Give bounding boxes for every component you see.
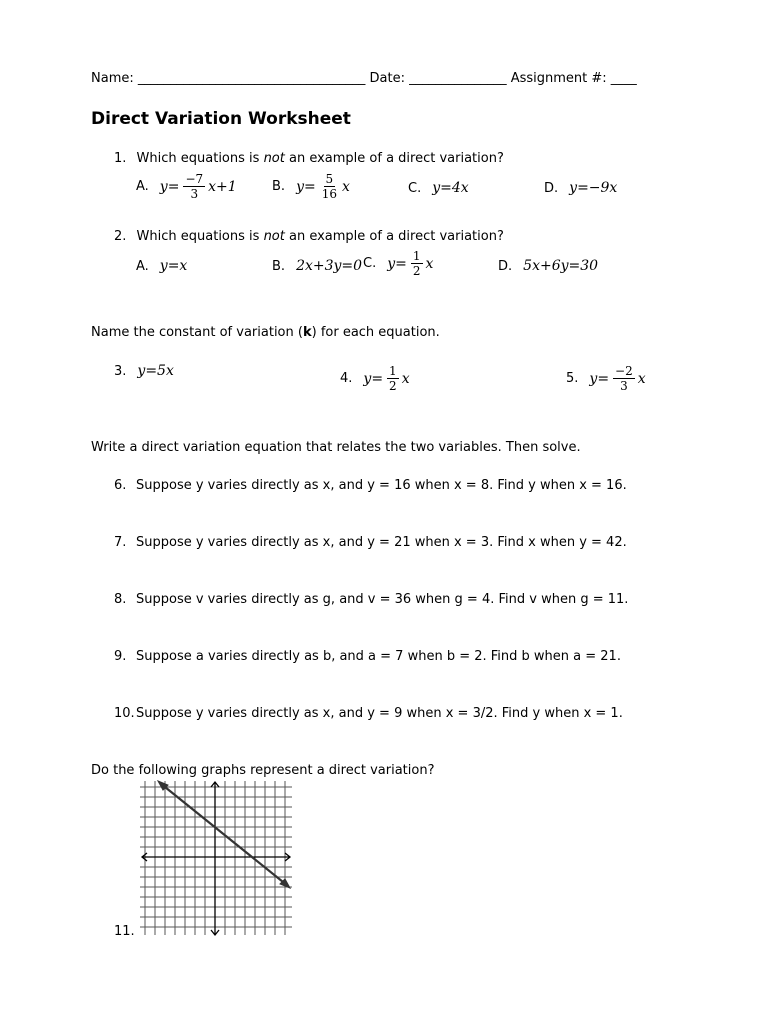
- option-lhs: y=: [387, 255, 407, 272]
- q1-option-c: [408, 180, 472, 196]
- option-letter: C.: [408, 180, 422, 196]
- option-rhs: x+1: [208, 178, 237, 195]
- question-text-em: not: [263, 229, 285, 244]
- fraction-numerator: −2: [615, 364, 633, 378]
- question-text: Suppose a varies directly as b, and a = 7 when b = 2. Find b when a = 21.: [136, 649, 621, 664]
- question-2: [114, 229, 504, 244]
- q1-option-a: [136, 172, 240, 201]
- question-text: Suppose y varies directly as x, and y = 9 when x = 3/2. Find y when x = 1.: [136, 706, 623, 721]
- fraction-denominator: 3: [620, 379, 628, 393]
- fraction-denominator: 3: [190, 187, 199, 201]
- option-rhs: x: [341, 178, 350, 195]
- question-rhs: x: [401, 370, 410, 387]
- coordinate-graph: [138, 779, 294, 937]
- intro-text-a: Name the constant of variation (: [91, 325, 303, 340]
- question-4: [340, 364, 413, 393]
- question-text-b: an example of a direct variation?: [284, 151, 504, 166]
- question-1: [114, 151, 504, 166]
- fraction-numerator: −7: [185, 172, 204, 186]
- question-text-em: not: [263, 151, 285, 166]
- option-letter: B.: [272, 179, 286, 194]
- fraction: [411, 249, 423, 278]
- fraction-numerator: 1: [412, 249, 421, 263]
- option-expr: y=x: [159, 258, 188, 274]
- fraction-denominator: 2: [389, 379, 397, 393]
- question-10: [114, 706, 623, 721]
- intro-text-bold: k: [302, 325, 312, 340]
- question-number: 1.: [114, 151, 127, 166]
- q2-option-d: [498, 258, 601, 274]
- option-letter: C.: [363, 256, 377, 271]
- fraction-numerator: 5: [325, 172, 334, 186]
- option-lhs: y=: [296, 178, 316, 195]
- question-text: Suppose v varies directly as g, and v = 36 when g = 4. Find v when g = 11.: [136, 592, 629, 607]
- question-number: 9.: [114, 649, 127, 664]
- q2-option-b: [272, 258, 365, 274]
- grid-lines: [140, 781, 292, 935]
- q2-option-c: [363, 249, 436, 278]
- header-line: Name: ___________________________________ Date: _______________ Assignment #: ____: [91, 71, 637, 86]
- question-number: 6.: [114, 478, 127, 493]
- fraction: [387, 364, 399, 393]
- fraction-denominator: 16: [321, 187, 337, 201]
- question-lhs: y=: [363, 370, 384, 387]
- question-rhs: x: [637, 370, 646, 387]
- question-number: 10.: [114, 706, 135, 721]
- option-letter: D.: [544, 180, 559, 196]
- question-text-a: Which equations is: [136, 229, 264, 244]
- section-equation-intro: Write a direct variation equation that relates the two variables. Then solve.: [91, 440, 581, 455]
- fraction: [183, 172, 205, 201]
- q1-option-d: [544, 180, 620, 196]
- option-letter: A.: [136, 258, 149, 274]
- question-3: [114, 363, 177, 379]
- question-number: 8.: [114, 592, 127, 607]
- option-expr: y=−9x: [569, 180, 618, 196]
- question-7: [114, 535, 627, 550]
- question-number: 3.: [114, 363, 127, 379]
- fraction-denominator: 2: [412, 264, 421, 278]
- option-letter: A.: [136, 179, 149, 194]
- section-graph-intro: Do the following graphs represent a direct variation?: [91, 763, 435, 778]
- q1-option-b: [272, 172, 353, 201]
- question-11-number: 11.: [114, 924, 135, 939]
- question-text: Suppose y varies directly as x, and y = 21 when x = 3. Find x when y = 42.: [136, 535, 627, 550]
- axes: [142, 782, 290, 935]
- question-number: 2.: [114, 229, 127, 244]
- intro-text-b: ) for each equation.: [311, 325, 440, 340]
- question-lhs: y=: [589, 370, 610, 387]
- question-8: [114, 592, 628, 607]
- section-constant-intro: [91, 325, 440, 340]
- question-6: [114, 478, 627, 493]
- fraction: [320, 172, 339, 201]
- option-letter: D.: [498, 258, 513, 274]
- option-lhs: y=: [159, 178, 180, 195]
- q2-option-a: [136, 258, 190, 274]
- question-number: 4.: [340, 371, 353, 386]
- option-expr: 5x+6y=30: [523, 258, 599, 274]
- question-number: 5.: [566, 371, 579, 386]
- question-text-b: an example of a direct variation?: [284, 229, 504, 244]
- question-expr: y=5x: [137, 363, 174, 379]
- question-9: [114, 649, 621, 664]
- question-number: 7.: [114, 535, 127, 550]
- fraction-numerator: 1: [389, 364, 397, 378]
- option-expr: 2x+3y=0: [296, 258, 363, 274]
- fraction: [613, 364, 635, 393]
- page-title: Direct Variation Worksheet: [91, 109, 351, 129]
- question-text-a: Which equations is: [136, 151, 264, 166]
- option-letter: B.: [272, 258, 286, 274]
- option-expr: y=4x: [432, 180, 469, 196]
- question-5: [566, 364, 649, 393]
- option-rhs: x: [425, 255, 434, 272]
- question-text: Suppose y varies directly as x, and y = 16 when x = 8. Find y when x = 16.: [136, 478, 627, 493]
